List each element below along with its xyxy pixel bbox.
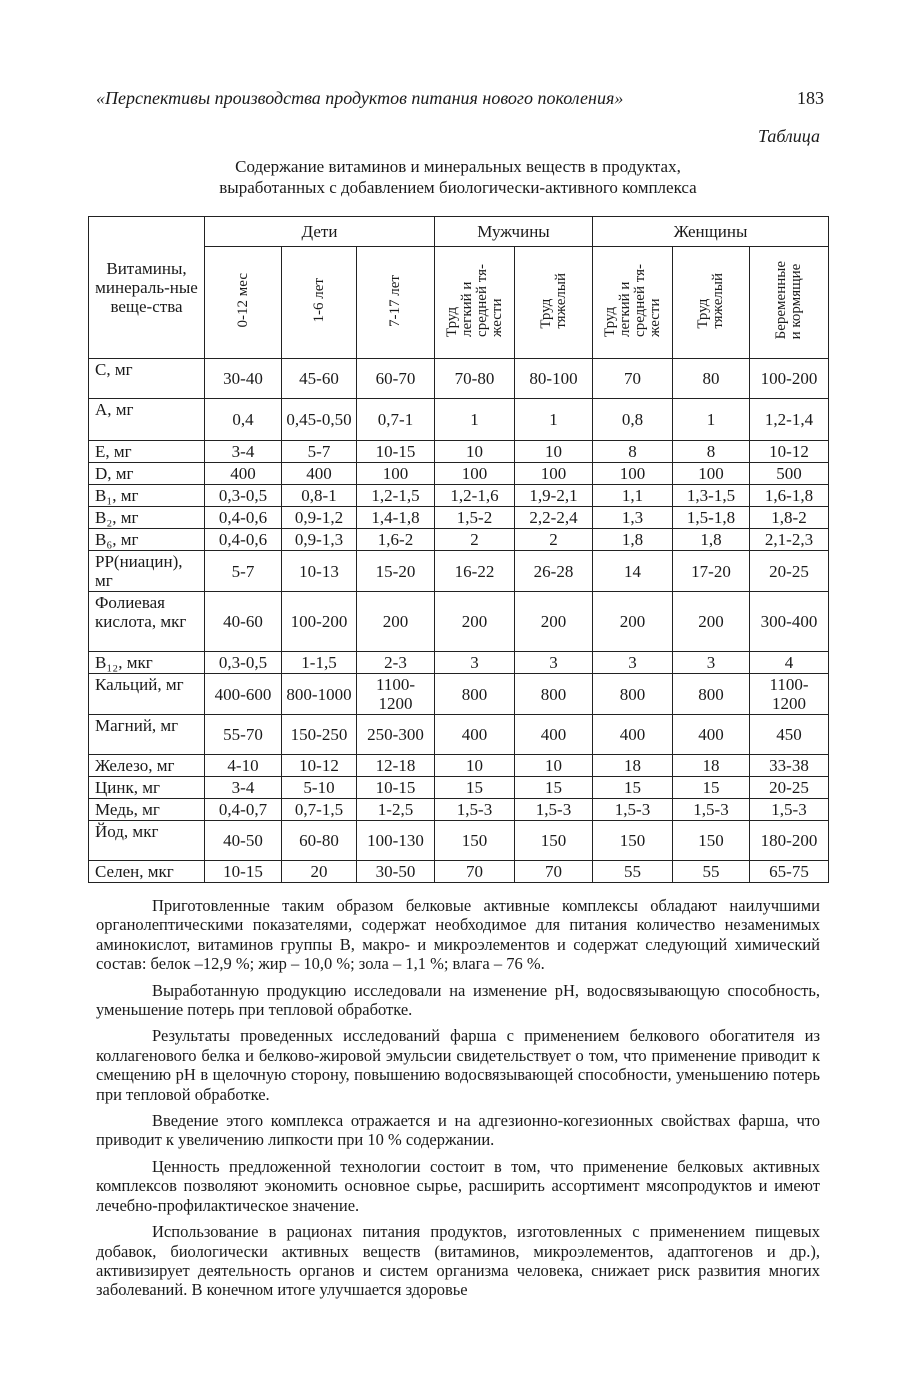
table-cell: 1,6-1,8: [750, 485, 829, 507]
table-cell: 15: [435, 777, 515, 799]
row-label: Селен, мкг: [89, 861, 205, 883]
table-cell: 1,8-2: [750, 507, 829, 529]
table-cell: 4-10: [205, 755, 282, 777]
table-row: [89, 715, 829, 755]
table-cell: 18: [593, 755, 673, 777]
table-cell: 5-7: [282, 441, 357, 463]
table-cell: 30-40: [205, 359, 282, 399]
table-cell: 3: [593, 652, 673, 674]
table-cell: 100: [435, 463, 515, 485]
table-cell: 10: [515, 441, 593, 463]
table-row: [89, 441, 829, 463]
table-cell: 400: [282, 463, 357, 485]
table-cell: 2: [435, 529, 515, 551]
table-cell: 1,9-2,1: [515, 485, 593, 507]
table-cell: 1,5-1,8: [673, 507, 750, 529]
table-cell: 0,9-1,2: [282, 507, 357, 529]
table-cell: 1,2-1,5: [357, 485, 435, 507]
row-label: Е, мг: [89, 441, 205, 463]
paragraph: Использование в рационах питания продуктов, изготовленных с применением пищевых добавок, биологически активных веществ (витаминов, микроэлементов, адаптогенов и др.), активизирует деятельность органов и систем организма человека, снижает риск развития многих заболеваний. В конечном итоге улучшается здоровье: [96, 1222, 820, 1300]
column-header: 7-17 лет: [357, 247, 435, 359]
table-cell: 100: [357, 463, 435, 485]
table-row: [89, 861, 829, 883]
caption-line: Содержание витаминов и минеральных веществ в продуктах,: [235, 157, 681, 176]
paragraph: Результаты проведенных исследований фарша с применением белкового обогатителя из коллагенового белка и белково-жировой эмульсии свидетельствует о том, что применение приводит к смещению рН в щелочную сторону, повышению водосвязывающей способности, уменьшению потерь при тепловой обработке.: [96, 1026, 820, 1104]
row-label: Йод, мкг: [89, 821, 205, 861]
table-cell: 0,4-0,6: [205, 507, 282, 529]
table-cell: 100-130: [357, 821, 435, 861]
table-cell: 0,3-0,5: [205, 485, 282, 507]
table-row: [89, 755, 829, 777]
table-cell: 55-70: [205, 715, 282, 755]
table-cell: 2,2-2,4: [515, 507, 593, 529]
table-cell: 4: [750, 652, 829, 674]
table-cell: 100-200: [750, 359, 829, 399]
table-cell: 800: [673, 674, 750, 715]
table-cell: 3: [673, 652, 750, 674]
group-header-children: Дети: [205, 217, 435, 247]
table-cell: 80: [673, 359, 750, 399]
group-header-women: Женщины: [593, 217, 829, 247]
row-label: Железо, мг: [89, 755, 205, 777]
table-cell: 0,45-0,50: [282, 399, 357, 441]
row-label: Кальций, мг: [89, 674, 205, 715]
table-row: [89, 359, 829, 399]
table-cell: 70: [435, 861, 515, 883]
table-cell: 80-100: [515, 359, 593, 399]
table-cell: 0,3-0,5: [205, 652, 282, 674]
table-row: [89, 799, 829, 821]
table-cell: 200: [515, 592, 593, 652]
column-header: Труд тяжелый: [515, 247, 593, 359]
row-label: Медь, мг: [89, 799, 205, 821]
row-label: Цинк, мг: [89, 777, 205, 799]
table-cell: 0,8: [593, 399, 673, 441]
row-label: В₆, мг: [89, 529, 205, 551]
table-row: [89, 674, 829, 715]
table-cell: 800: [515, 674, 593, 715]
table-cell: 800: [593, 674, 673, 715]
table-cell: 1: [673, 399, 750, 441]
table-cell: 150: [673, 821, 750, 861]
row-label: РР(ниацин), мг: [89, 551, 205, 592]
table-cell: 0,4-0,6: [205, 529, 282, 551]
table-cell: 0,7-1,5: [282, 799, 357, 821]
table-cell: 200: [593, 592, 673, 652]
table-cell: 10: [515, 755, 593, 777]
table-cell: 400: [673, 715, 750, 755]
table-cell: 60-80: [282, 821, 357, 861]
table-row: [89, 399, 829, 441]
table-cell: 55: [593, 861, 673, 883]
table-cell: 3-4: [205, 777, 282, 799]
table-cell: 450: [750, 715, 829, 755]
table-cell: 20-25: [750, 777, 829, 799]
table-cell: 3-4: [205, 441, 282, 463]
table-cell: 10: [435, 441, 515, 463]
table-cell: 15: [593, 777, 673, 799]
table-cell: 0,7-1: [357, 399, 435, 441]
row-header-cell: Витамины, минераль-ные веще-ства: [89, 217, 205, 359]
table-cell: 150: [515, 821, 593, 861]
table-cell: 200: [357, 592, 435, 652]
row-label: D, мг: [89, 463, 205, 485]
table-cell: 1100-1200: [750, 674, 829, 715]
table-cell: 1100-1200: [357, 674, 435, 715]
table-cell: 200: [673, 592, 750, 652]
table-cell: 0,9-1,3: [282, 529, 357, 551]
table-row: [89, 652, 829, 674]
table-cell: 100: [673, 463, 750, 485]
table-cell: 150-250: [282, 715, 357, 755]
table-cell: 10-12: [282, 755, 357, 777]
table-cell: 2,1-2,3: [750, 529, 829, 551]
paragraph: Ценность предложенной технологии состоит в том, что применение белковых активных комплексов позволяют экономить основное сырье, расширить ассортимент мясопродуктов и имеют лечебно-профилактическое значение.: [96, 1156, 820, 1215]
table-cell: 3: [515, 652, 593, 674]
table-cell: 16-22: [435, 551, 515, 592]
table-cell: 14: [593, 551, 673, 592]
page-number: 183: [797, 88, 824, 108]
table-cell: 12-18: [357, 755, 435, 777]
table-cell: 1,5-3: [515, 799, 593, 821]
table-cell: 800-1000: [282, 674, 357, 715]
row-label: В₂, мг: [89, 507, 205, 529]
table-cell: 0,4: [205, 399, 282, 441]
table-cell: 1,4-1,8: [357, 507, 435, 529]
table-cell: 400: [205, 463, 282, 485]
table-cell: 1,6-2: [357, 529, 435, 551]
table-cell: 1,2-1,4: [750, 399, 829, 441]
table-cell: 10-15: [357, 441, 435, 463]
table-row: [89, 529, 829, 551]
table-row: [89, 821, 829, 861]
vitamins-table: [88, 216, 829, 883]
table-caption: [90, 156, 826, 198]
table-cell: 2: [515, 529, 593, 551]
table-cell: 15-20: [357, 551, 435, 592]
body-text: [96, 896, 820, 1307]
table-cell: 30-50: [357, 861, 435, 883]
table-cell: 250-300: [357, 715, 435, 755]
table-cell: 15: [673, 777, 750, 799]
table-cell: 400: [593, 715, 673, 755]
table-cell: 65-75: [750, 861, 829, 883]
table-cell: 1-2,5: [357, 799, 435, 821]
table-cell: 1,8: [673, 529, 750, 551]
table-body: [89, 359, 829, 883]
table-cell: 100-200: [282, 592, 357, 652]
row-label: Фолиевая кислота, мкг: [89, 592, 205, 652]
table-cell: 1,5-3: [750, 799, 829, 821]
table-cell: 60-70: [357, 359, 435, 399]
column-header: Труд тяжелый: [673, 247, 750, 359]
table-cell: 1,1: [593, 485, 673, 507]
group-header-men: Мужчины: [435, 217, 593, 247]
table-cell: 8: [593, 441, 673, 463]
row-label: В₁, мг: [89, 485, 205, 507]
caption-line: выработанных с добавлением биологически-активного комплекса: [219, 178, 697, 197]
table-row: [89, 551, 829, 592]
table-cell: 1,2-1,6: [435, 485, 515, 507]
table-cell: 55: [673, 861, 750, 883]
table-cell: 1: [515, 399, 593, 441]
table-cell: 2-3: [357, 652, 435, 674]
table-cell: 26-28: [515, 551, 593, 592]
table-cell: 17-20: [673, 551, 750, 592]
table-cell: 10-15: [357, 777, 435, 799]
table-cell: 1,3-1,5: [673, 485, 750, 507]
table-row: [89, 592, 829, 652]
table-cell: 10: [435, 755, 515, 777]
column-header: Беременные и кормящие: [750, 247, 829, 359]
table-cell: 18: [673, 755, 750, 777]
table-cell: 150: [593, 821, 673, 861]
table-cell: 400: [515, 715, 593, 755]
table-cell: 400: [435, 715, 515, 755]
table-row: [89, 777, 829, 799]
table-cell: 15: [515, 777, 593, 799]
table-cell: 10-13: [282, 551, 357, 592]
table-cell: 100: [593, 463, 673, 485]
row-label: С, мг: [89, 359, 205, 399]
table-cell: 0,8-1: [282, 485, 357, 507]
table-cell: 10-12: [750, 441, 829, 463]
paragraph: Приготовленные таким образом белковые активные комплексы обладают наилучшими органолептическими показателями, содержат необходимое для питания количество незаменимых аминокислот, витаминов группы В, макро- и микроэлементов и содержат следующий химический состав: белок –12,9 %; жир – 10,0 %; зола – 1,1 %; влага – 76 %.: [96, 896, 820, 974]
table-cell: 20-25: [750, 551, 829, 592]
table-cell: 500: [750, 463, 829, 485]
table-cell: 100: [515, 463, 593, 485]
table-cell: 1: [435, 399, 515, 441]
column-header: 0-12 мес: [205, 247, 282, 359]
paragraph: Введение этого комплекса отражается и на адгезионно-когезионных свойствах фарша, что приводит к увеличению липкости при 10 % содержании.: [96, 1111, 820, 1150]
column-header: Труд легкий и средней тя- жести: [593, 247, 673, 359]
row-label: А, мг: [89, 399, 205, 441]
table-cell: 3: [435, 652, 515, 674]
table-cell: 1,5-3: [435, 799, 515, 821]
table-row: [89, 485, 829, 507]
table-cell: 0,4-0,7: [205, 799, 282, 821]
running-title: «Перспективы производства продуктов питания нового поколения»: [96, 88, 624, 108]
table-cell: 150: [435, 821, 515, 861]
row-label: В₁₂, мкг: [89, 652, 205, 674]
table-cell: 5-10: [282, 777, 357, 799]
table-cell: 70: [593, 359, 673, 399]
table-cell: 1,5-2: [435, 507, 515, 529]
table-cell: 40-60: [205, 592, 282, 652]
table-cell: 800: [435, 674, 515, 715]
table-label: Таблица: [757, 126, 820, 146]
table-cell: 40-50: [205, 821, 282, 861]
table-row: [89, 507, 829, 529]
column-header: Труд легкий и средней тя- жести: [435, 247, 515, 359]
table-cell: 300-400: [750, 592, 829, 652]
table-cell: 33-38: [750, 755, 829, 777]
table-cell: 8: [673, 441, 750, 463]
table-cell: 1,3: [593, 507, 673, 529]
table-cell: 200: [435, 592, 515, 652]
paragraph: Выработанную продукцию исследовали на изменение рН, водосвязывающую способность, уменьшение потерь при тепловой обработке.: [96, 980, 820, 1020]
table-cell: 70: [515, 861, 593, 883]
table-cell: 1-1,5: [282, 652, 357, 674]
table-cell: 45-60: [282, 359, 357, 399]
table-cell: 1,5-3: [673, 799, 750, 821]
table-cell: 180-200: [750, 821, 829, 861]
table-cell: 400-600: [205, 674, 282, 715]
table-cell: 1,5-3: [593, 799, 673, 821]
table-cell: 70-80: [435, 359, 515, 399]
table-cell: 5-7: [205, 551, 282, 592]
table-cell: 20: [282, 861, 357, 883]
table-cell: 1,8: [593, 529, 673, 551]
table-cell: 10-15: [205, 861, 282, 883]
column-header: 1-6 лет: [282, 247, 357, 359]
row-label: Магний, мг: [89, 715, 205, 755]
table-row: [89, 463, 829, 485]
running-header: [96, 88, 824, 109]
